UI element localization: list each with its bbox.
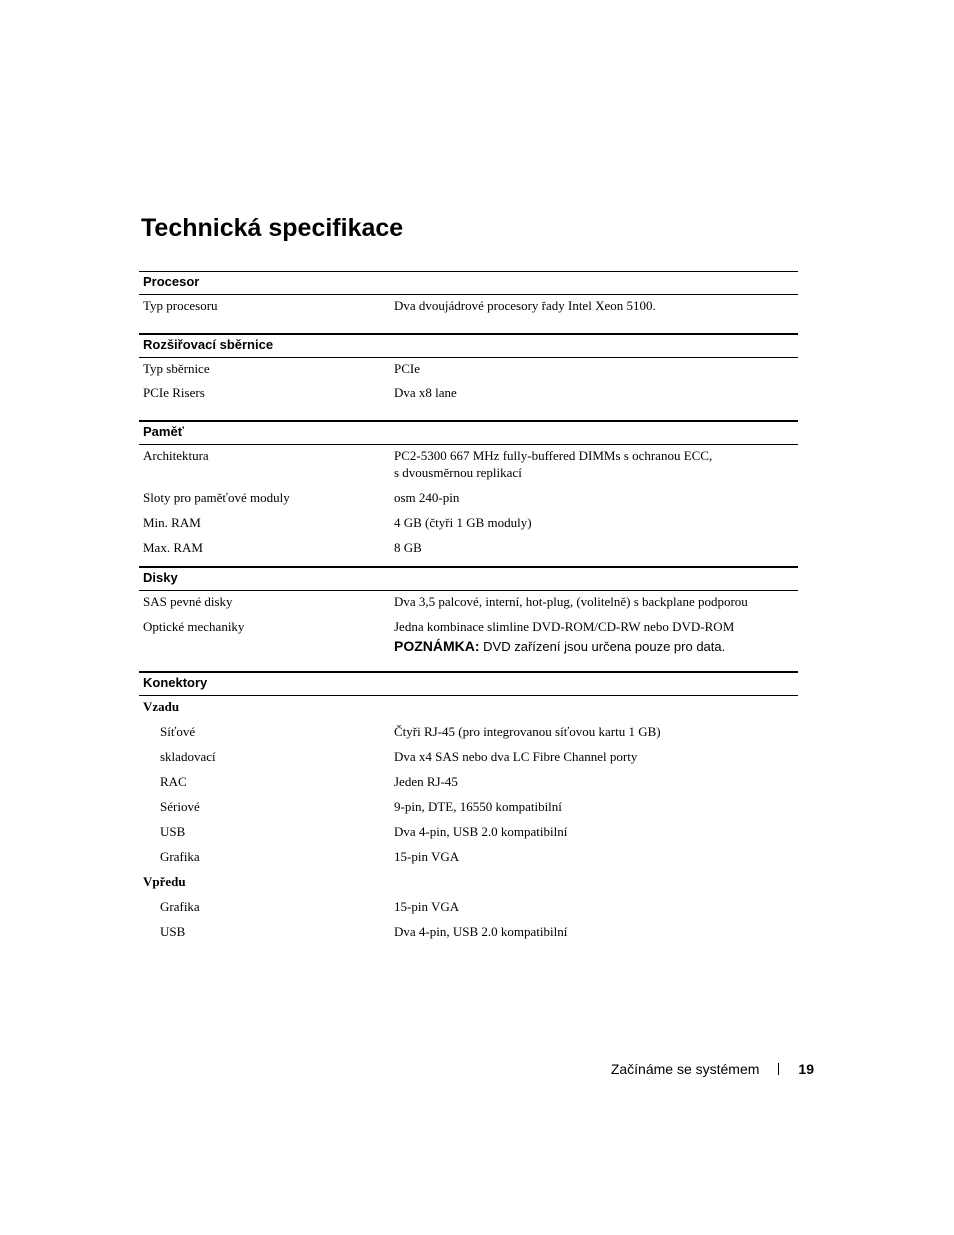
- spec-label: Architektura: [143, 448, 209, 463]
- spec-value: 15-pin VGA: [394, 849, 460, 864]
- spec-row: [139, 618, 798, 655]
- section-body-expansion-bus: [139, 358, 798, 421]
- spec-row: [139, 489, 798, 506]
- spec-row: [139, 723, 798, 740]
- spec-row: [139, 798, 798, 815]
- spec-value-text: Jedna kombinace slimline DVD-ROM/CD-RW nebo DVD-ROM: [394, 619, 735, 634]
- spec-label: USB: [160, 824, 186, 839]
- spec-label: Grafika: [160, 899, 200, 914]
- spec-label: Grafika: [160, 849, 200, 864]
- footer-divider: [778, 1063, 779, 1075]
- section-heading-memory: Paměť: [139, 421, 798, 445]
- section-body-processor: [139, 295, 798, 334]
- spec-value: Dva 4-pin, USB 2.0 kompatibilní: [394, 824, 568, 839]
- page-title: Technická specifikace: [141, 214, 404, 242]
- section-body-drives: [139, 591, 798, 672]
- spec-label: Min. RAM: [143, 515, 201, 530]
- spec-label: Max. RAM: [143, 540, 203, 555]
- section-body-memory: [139, 445, 798, 567]
- spec-value: Dva x8 lane: [394, 385, 457, 400]
- spec-value: [394, 447, 798, 481]
- spec-value: 9-pin, DTE, 16550 kompatibilní: [394, 799, 562, 814]
- page-footer: [611, 1061, 814, 1077]
- note-label: POZNÁMKA:: [394, 638, 480, 654]
- section-heading-expansion-bus: Rozšiřovací sběrnice: [139, 334, 798, 358]
- spec-row: [139, 514, 798, 531]
- spec-label: Typ sběrnice: [143, 361, 210, 376]
- spec-value: Dva 3,5 palcové, interní, hot-plug, (volitelně) s backplane podporou: [394, 594, 748, 609]
- note-text: DVD zařízení jsou určena pouze pro data.: [479, 639, 726, 654]
- spec-row: [139, 447, 798, 481]
- spec-value: PCIe: [394, 361, 420, 376]
- spec-value: [394, 618, 798, 655]
- spec-row: [139, 384, 798, 401]
- spec-label: Sloty pro paměťové moduly: [143, 490, 290, 505]
- spec-table: [139, 271, 798, 940]
- section-heading-processor: Procesor: [139, 271, 798, 295]
- spec-value: Dva dvoujádrové procesory řady Intel Xeon 5100.: [394, 298, 656, 313]
- note: [394, 638, 798, 655]
- spec-row: [139, 539, 798, 556]
- spec-row: [139, 748, 798, 765]
- spec-value: 15-pin VGA: [394, 899, 460, 914]
- spec-row: [139, 898, 798, 915]
- spec-value-line: PC2-5300 667 MHz fully-buffered DIMMs s ochranou ECC,: [394, 448, 713, 463]
- spec-label: Typ procesoru: [143, 298, 218, 313]
- spec-label: SAS pevné disky: [143, 594, 233, 609]
- spec-value: osm 240-pin: [394, 490, 460, 505]
- spec-label: Sériové: [160, 799, 200, 814]
- spec-value: Dva 4-pin, USB 2.0 kompatibilní: [394, 924, 568, 939]
- section-body-connectors: [139, 696, 798, 940]
- page-number: 19: [798, 1061, 814, 1077]
- spec-value: 4 GB (čtyři 1 GB moduly): [394, 515, 532, 530]
- spec-row: [139, 773, 798, 790]
- spec-label: Síťové: [160, 724, 196, 739]
- spec-row: [139, 823, 798, 840]
- spec-value: Dva x4 SAS nebo dva LC Fibre Channel porty: [394, 749, 638, 764]
- spec-label: PCIe Risers: [143, 385, 205, 400]
- spec-value: Čtyři RJ-45 (pro integrovanou síťovou kartu 1 GB): [394, 724, 661, 739]
- spec-row: [139, 923, 798, 940]
- spec-label: Optické mechaniky: [143, 619, 245, 634]
- spec-value: 8 GB: [394, 540, 422, 555]
- footer-chapter-title: Začínáme se systémem: [610, 1061, 760, 1077]
- spec-label: RAC: [160, 774, 187, 789]
- spec-row: [139, 848, 798, 865]
- spec-label: USB: [160, 924, 186, 939]
- section-heading-connectors: Konektory: [139, 672, 798, 696]
- subheading-rear: Vzadu: [143, 699, 180, 714]
- spec-row: [139, 297, 798, 314]
- spec-row: [139, 360, 798, 377]
- section-heading-drives: Disky: [139, 567, 798, 591]
- spec-value-line: s dvousměrnou replikací: [394, 465, 522, 480]
- subheading-front: Vpředu: [143, 874, 186, 889]
- spec-value: Jeden RJ-45: [394, 774, 458, 789]
- spec-label: skladovací: [160, 749, 216, 764]
- spec-row: [139, 593, 798, 610]
